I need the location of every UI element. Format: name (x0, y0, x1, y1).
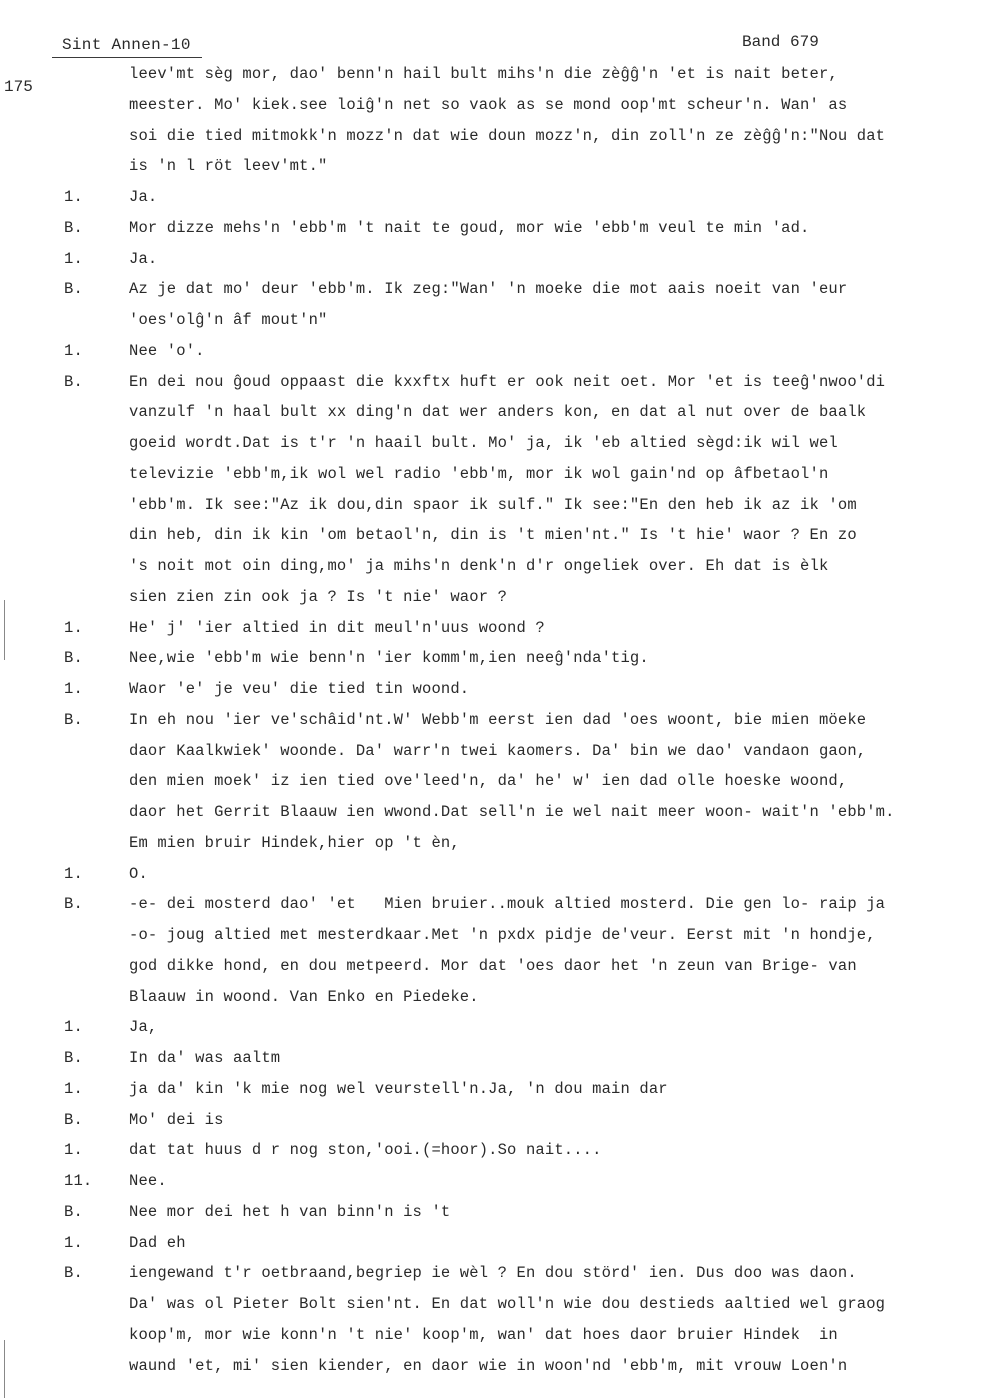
speaker-label (64, 1355, 114, 1377)
transcript-line: ja da' kin 'k mie nog wel veurstell'n.Ja, 'n dou main dar (129, 1080, 668, 1098)
speaker-label (64, 494, 114, 516)
transcript-line: Blaauw in woond. Van Enko en Piedeke. (129, 988, 479, 1006)
transcript-line: 'oes'olĝ'n âf mout'n" (129, 311, 328, 329)
speaker-label (64, 924, 114, 946)
transcript-line: Mo' dei is (129, 1111, 224, 1129)
header-title-right: Band 679 (742, 33, 819, 51)
speaker-label: B. (64, 1111, 83, 1129)
speaker-label: 1. (64, 1141, 83, 1159)
speaker-label (64, 94, 114, 116)
transcript-line: din heb, din ik kin 'om betaol'n, din is 't mien'nt." Is 't hie' waor ? En zo (129, 526, 857, 544)
speaker-label: 1. (64, 1080, 83, 1098)
margin-mark (4, 600, 5, 660)
transcript-line: Da' was ol Pieter Bolt sien'nt. En dat woll'n wie dou destieds aaltied wel graog (129, 1295, 886, 1313)
transcript-line: Waor 'e' je veu' die tied tin woond. (129, 680, 470, 698)
transcript-line: daor Kaalkwiek' woonde. Da' warr'n twei kaomers. Da' bin we dao' vandaon gaon, (129, 742, 867, 760)
transcript-line: den mien moek' iz ien tied ove'leed'n, da' he' w' ien dad olle hoeske woond, (129, 772, 848, 790)
speaker-label: B. (64, 895, 83, 913)
speaker-label: B. (64, 1264, 83, 1282)
speaker-label (64, 63, 114, 85)
transcript-line: -e- dei mosterd dao' 'et Mien bruier..mouk altied mosterd. Die gen lo- raip ja (129, 895, 886, 913)
speaker-label (64, 955, 114, 977)
speaker-label: B. (64, 280, 83, 298)
speaker-label: 1. (64, 1018, 83, 1036)
transcript-line: Nee mor dei het h van binn'n is 't (129, 1203, 451, 1221)
transcript-line: In eh nou 'ier ve'schâid'nt.W' Webb'm eerst ien dad 'oes woont, bie mien möeke (129, 711, 867, 729)
transcript-line: god dikke hond, en dou metpeerd. Mor dat 'oes daor het 'n zeun van Brige- van (129, 957, 857, 975)
speaker-label: 1. (64, 1234, 83, 1252)
speaker-label (64, 309, 114, 331)
speaker-label (64, 1293, 114, 1315)
speaker-label: B. (64, 1049, 83, 1067)
transcript-line: He' j' 'ier altied in dit meul'n'uus woond ? (129, 619, 545, 637)
transcript-line: waund 'et, mi' sien kiender, en daor wie in woon'nd 'ebb'm, mit vrouw Loen'n (129, 1357, 848, 1375)
speaker-label (64, 524, 114, 546)
speaker-label (64, 586, 114, 608)
transcript-line: Nee,wie 'ebb'm wie benn'n 'ier komm'm,ien neeĝ'nda'tig. (129, 649, 649, 667)
speaker-label: B. (64, 219, 83, 237)
speaker-label: B. (64, 1203, 83, 1221)
speaker-label: 1. (64, 619, 83, 637)
speaker-label: 1. (64, 342, 83, 360)
speaker-label: 1. (64, 680, 83, 698)
page-number: 175 (4, 78, 33, 96)
transcript-line: soi die tied mitmokk'n mozz'n dat wie doun mozz'n, din zoll'n ze zèĝĝ'n:"Nou dat (129, 127, 886, 145)
transcript-line: Mor dizze mehs'n 'ebb'm 't nait te goud, mor wie 'ebb'm veul te min 'ad. (129, 219, 810, 237)
speaker-label: B. (64, 649, 83, 667)
speaker-label (64, 155, 114, 177)
transcript-line: Ja. (129, 250, 158, 268)
transcript-line: 's noit mot oin ding,mo' ja mihs'n denk'n d'r ongeliek over. Eh dat is èlk (129, 557, 829, 575)
speaker-label: B. (64, 711, 83, 729)
transcript-line: iengewand t'r oetbraand,begriep ie wèl ? En dou störd' ien. Dus doo was daon. (129, 1264, 857, 1282)
speaker-label (64, 801, 114, 823)
speaker-label (64, 770, 114, 792)
transcript-line: Az je dat mo' deur 'ebb'm. Ik zeg:"Wan' 'n moeke die mot aais noeit van 'eur (129, 280, 848, 298)
transcript-line: Dad eh (129, 1234, 186, 1252)
transcript-line: sien zien zin ook ja ? Is 't nie' waor ? (129, 588, 508, 606)
transcript-line: O. (129, 865, 148, 883)
transcript-line: dat tat huus d r nog ston,'ooi.(=hoor).So nait.... (129, 1141, 602, 1159)
transcript-line: Em mien bruir Hindek,hier op 't èn, (129, 834, 460, 852)
speaker-label: 1. (64, 250, 83, 268)
transcript-line: leev'mt sèg mor, dao' benn'n hail bult mihs'n die zèĝĝ'n 'et is nait beter, (129, 65, 838, 83)
speaker-label: 1. (64, 188, 83, 206)
speaker-label (64, 463, 114, 485)
speaker-label (64, 125, 114, 147)
speaker-label (64, 832, 114, 854)
transcript-line: Ja, (129, 1018, 158, 1036)
transcript-line: En dei nou ĝoud oppaast die kxxftx huft er ook neit oet. Mor 'et is teeĝ'nwoo'di (129, 373, 886, 391)
speaker-label: B. (64, 373, 83, 391)
speaker-label: 11. (64, 1172, 93, 1190)
transcript-line: meester. Mo' kiek.see loiĝ'n net so vaok as se mond oop'mt scheur'n. Wan' as (129, 96, 848, 114)
transcript-line: Nee. (129, 1172, 167, 1190)
transcript-line: 'ebb'm. Ik see:"Az ik dou,din spaor ik sulf." Ik see:"En den heb ik az ik 'om (129, 496, 857, 514)
transcript-line: goeid wordt.Dat is t'r 'n haail bult. Mo' ja, ik 'eb altied sègd:ik wil wel (129, 434, 838, 452)
transcript-line: koop'm, mor wie konn'n 't nie' koop'm, wan' dat hoes daor bruier Hindek in (129, 1326, 838, 1344)
speaker-label (64, 986, 114, 1008)
speaker-label (64, 1324, 114, 1346)
transcript-line: daor het Gerrit Blaauw ien wwond.Dat sell'n ie wel nait meer woon- wait'n 'ebb'm. (129, 803, 895, 821)
header-title-left: Sint Annen-10 (62, 36, 191, 54)
margin-mark (4, 1340, 5, 1398)
speaker-label (64, 555, 114, 577)
transcript-line: Nee 'o'. (129, 342, 205, 360)
speaker-label (64, 740, 114, 762)
speaker-label (64, 432, 114, 454)
transcript-line: televizie 'ebb'm,ik wol wel radio 'ebb'm, mor ik wol gain'nd op âfbetaol'n (129, 465, 829, 483)
header-underline (52, 57, 202, 58)
transcript-line: vanzulf 'n haal bult xx ding'n dat wer anders kon, en dat al nut over de baalk (129, 403, 867, 421)
transcript-line: In da' was aaltm (129, 1049, 281, 1067)
transcript-line: is 'n l röt leev'mt." (129, 157, 328, 175)
transcript-line: -o- joug altied met mesterdkaar.Met 'n pxdx pidje de'veur. Eerst mit 'n hondje, (129, 926, 876, 944)
speaker-label: 1. (64, 865, 83, 883)
transcript-line: Ja. (129, 188, 158, 206)
speaker-label (64, 401, 114, 423)
